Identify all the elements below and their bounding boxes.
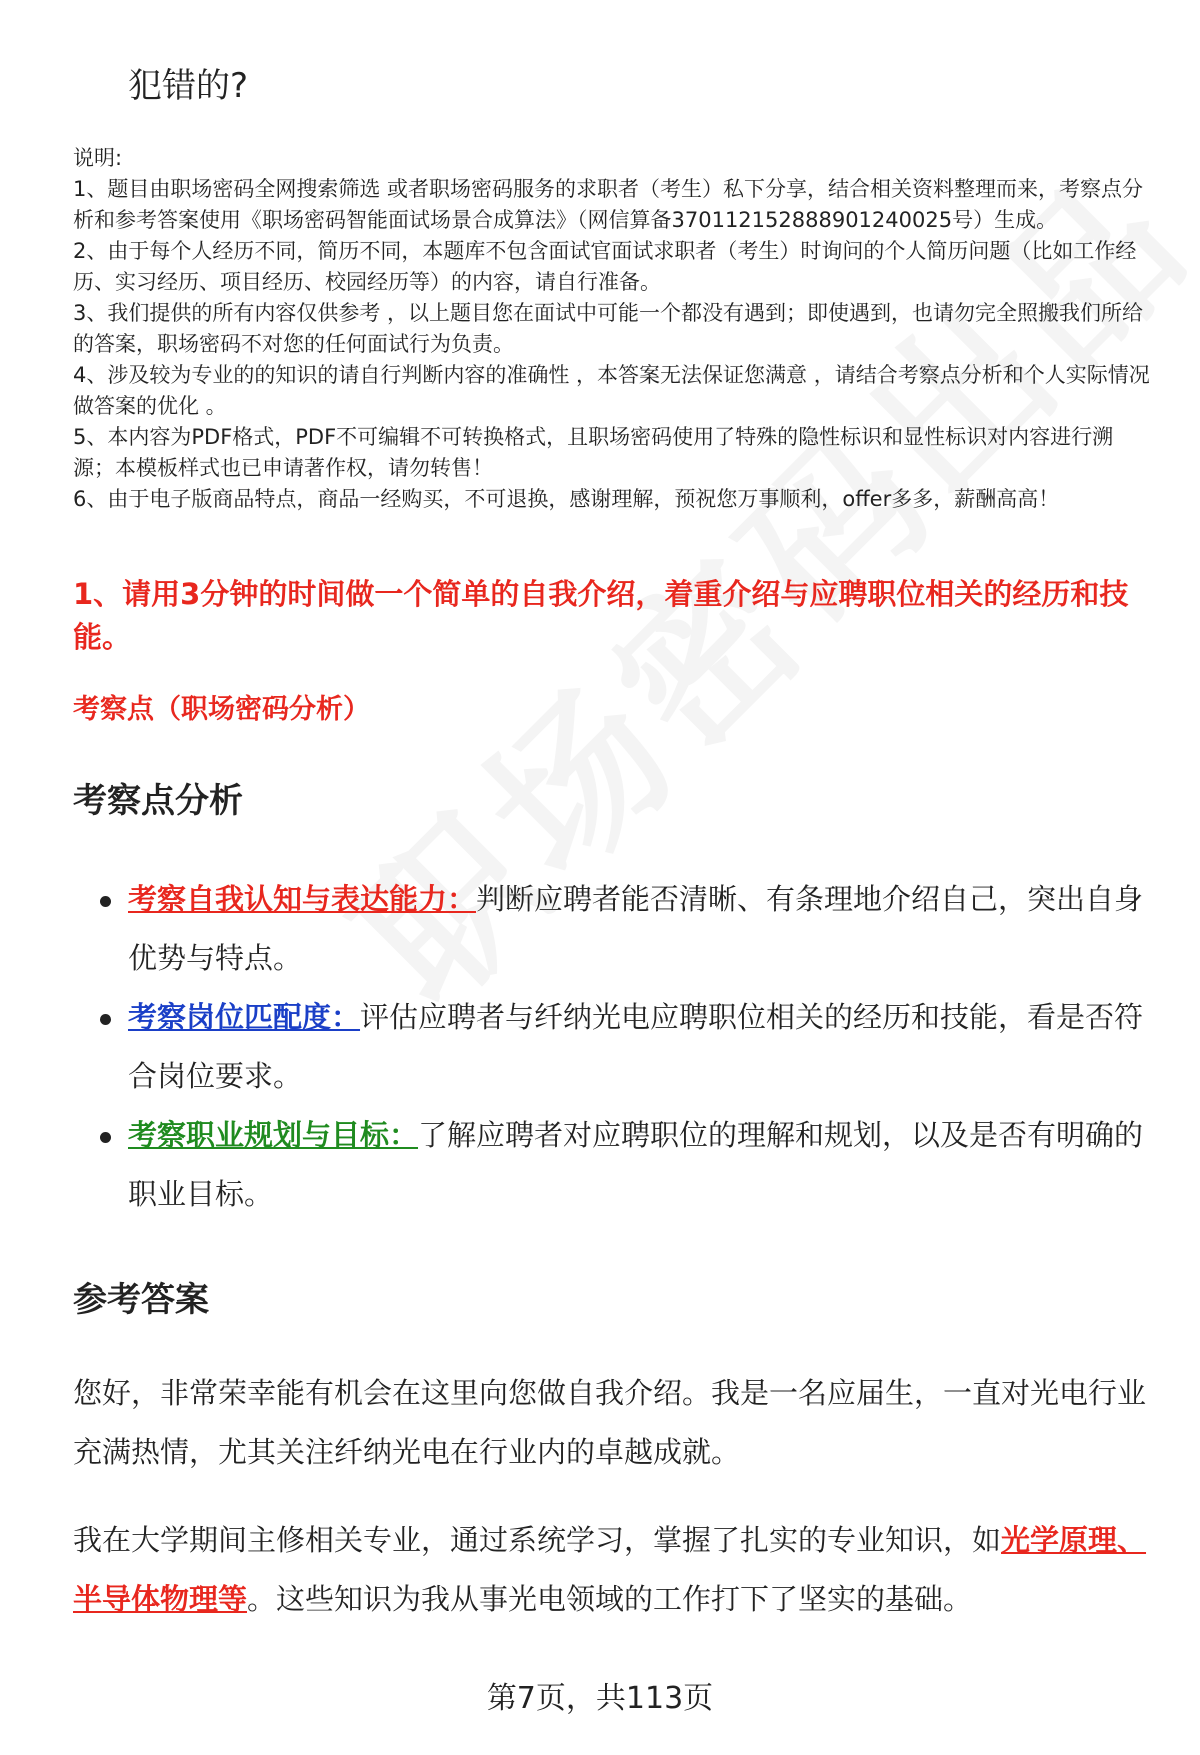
note-item: 3、我们提供的所有内容仅供参考 ，以上题目您在面试中可能一个都没有遇到；即使遇到，也请勿完全照搬我们所给的答案，职场密码不对您的任何面试行为负责。 (73, 301, 1144, 356)
analysis-point-lead: 考察岗位匹配度： (128, 1000, 361, 1034)
analysis-heading: 考察点分析 (73, 781, 243, 821)
note-item: 5、本内容为PDF格式，PDF不可编辑不可转换格式，且职场密码使用了特殊的隐性标识和显性标识对内容进行溯源；本模板样式也已申请著作权，请勿转售！ (73, 425, 1114, 480)
analysis-point-lead: 考察自我认知与表达能力： (128, 882, 477, 916)
question-title: 1、请用3分钟的时间做一个简单的自我介绍，着重介绍与应聘职位相关的经历和技能。 (73, 577, 1129, 654)
analysis-point (100, 1106, 1160, 1224)
answer-paragraph (73, 1511, 1153, 1629)
notes-heading: 说明: (73, 146, 123, 170)
note-item: 1、题目由职场密码全网搜索筛选 或者职场密码服务的求职者（考生）私下分享，结合相关资料整理而来，考察点分析和参考答案使用《职场密码智能面试场景合成算法》（网信算备370112152888901240025号）生成。 (73, 177, 1144, 232)
note-item: 6、由于电子版商品特点，商品一经购买，不可退换，感谢理解，预祝您万事顺利，offer多多，薪酬高高！ (73, 487, 1060, 511)
page-footer: 第7页，共113页 (486, 1681, 714, 1716)
analysis-list (100, 870, 1160, 1224)
analysis-point (100, 870, 1160, 988)
note-item: 2、由于每个人经历不同，简历不同，本题库不包含面试官面试求职者（考生）时询问的个人简历问题（比如工作经历、实习经历、项目经历、校园经历等）的内容，请自行准备。 (73, 239, 1137, 294)
answer-paragraph: 您好，非常荣幸能有机会在这里向您做自我介绍。我是一名应届生，一直对光电行业充满热情，尤其关注纤纳光电在行业内的卓越成就。 (73, 1376, 1147, 1469)
carryover-line: 犯错的? (128, 66, 249, 106)
answer-text: 我在大学期间主修相关专业，通过系统学习，掌握了扎实的专业知识，如 (73, 1523, 1002, 1557)
answer-emphasis: 光学原理、半导体物理等 (73, 1523, 1147, 1616)
analysis-point-text: 了解应聘者对应聘职位的理解和规划，以及是否有明确的职业目标。 (128, 1118, 1144, 1211)
kaochadian-label: 考察点（职场密码分析） (73, 694, 370, 725)
analysis-point-text: 评估应聘者与纤纳光电应聘职位相关的经历和技能，看是否符合岗位要求。 (128, 1000, 1144, 1093)
answer-heading: 参考答案 (73, 1280, 209, 1320)
analysis-point-lead: 考察职业规划与目标： (128, 1118, 419, 1152)
notes-block (73, 143, 1153, 515)
answer-text: 。这些知识为我从事光电领域的工作打下了坚实的基础。 (247, 1582, 973, 1616)
analysis-point-text: 判断应聘者能否清晰、有条理地介绍自己，突出自身优势与特点。 (128, 882, 1144, 975)
note-item: 4、涉及较为专业的的知识的请自行判断内容的准确性 ，本答案无法保证您满意 ，请结合考察点分析和个人实际情况做答案的优化 。 (73, 363, 1150, 418)
analysis-point (100, 988, 1160, 1106)
